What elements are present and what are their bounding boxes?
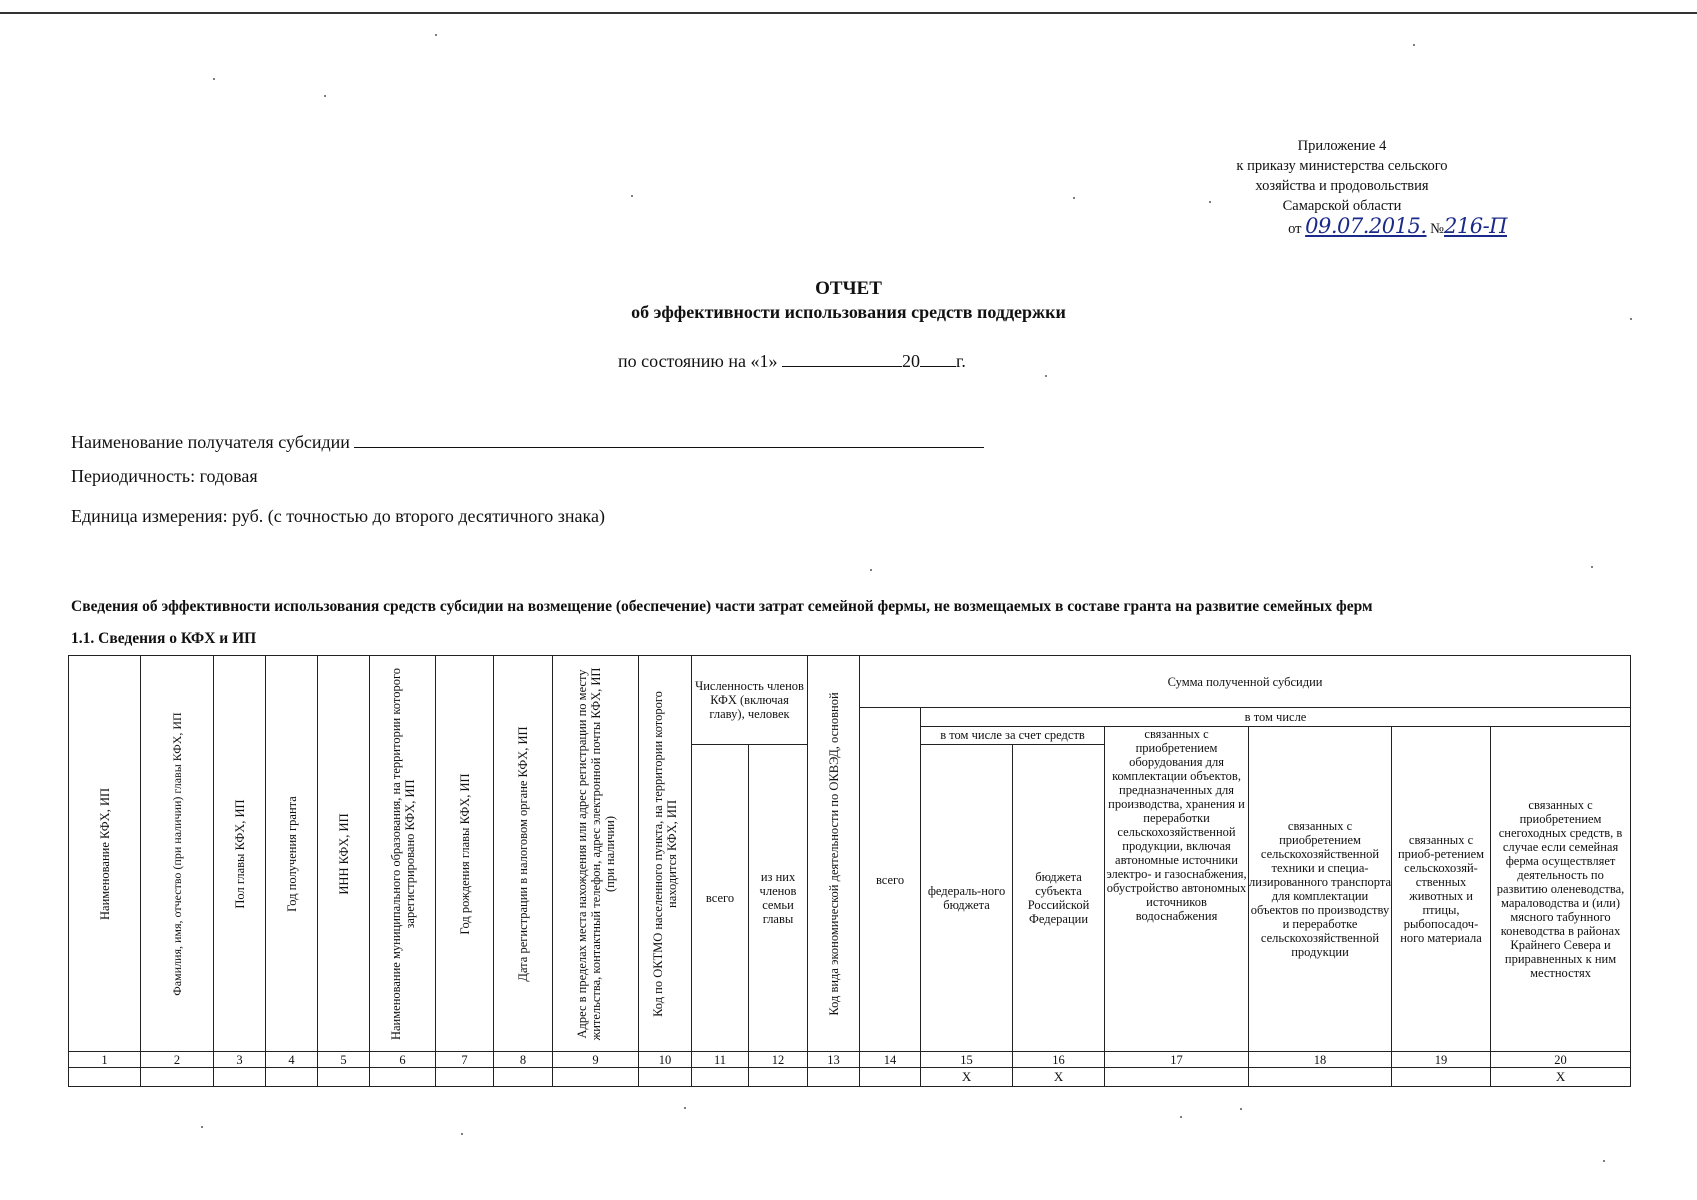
column-number: 16 (1013, 1052, 1105, 1068)
recipient-field (71, 432, 984, 453)
section-subtitle: 1.1. Сведения о КФХ и ИП (71, 630, 257, 647)
header-col18-machinery: связанных с приобретением сельскохозяйственной техники и специа-лизированного транспорта для комплектации объектов по производству и переработке сельскохозяйственной продукции (1249, 726, 1392, 1052)
data-cell[interactable] (69, 1068, 141, 1087)
header-federal-budget: федераль-ного бюджета (921, 745, 1013, 1052)
data-cell[interactable] (436, 1068, 494, 1087)
data-cell-federal: X (921, 1068, 1013, 1087)
header-head-gender: Пол главы КФХ, ИП (214, 656, 266, 1052)
data-cell[interactable] (749, 1068, 808, 1087)
report-date-month-blank[interactable] (782, 350, 902, 367)
column-number: 3 (214, 1052, 266, 1068)
periodicity-field: Периодичность: годовая (71, 466, 258, 486)
column-number: 11 (692, 1052, 749, 1068)
document-title: ОТЧЕТ (815, 278, 882, 299)
data-cell[interactable] (141, 1068, 214, 1087)
data-cell-col20: X (1491, 1068, 1631, 1087)
appendix-line-3: хозяйства и продовольствия (1255, 178, 1429, 194)
data-cell[interactable] (639, 1068, 692, 1087)
column-number: 1 (69, 1052, 141, 1068)
section-title: Сведения об эффективности использования средств субсидии на возмещение (обеспечение) части затрат семейной фермы, не возмещаемых в составе гранта на развитие семейных ферм (71, 598, 1373, 615)
scan-speck (213, 78, 215, 80)
header-address-contacts: Адрес в пределах места нахождения или адрес регистрации по месту жительства, контактный телефон, адрес электронной почты КФХ, ИП (при наличии) (553, 656, 639, 1052)
scan-speck (1209, 201, 1211, 203)
header-members-family: из них членов семьи главы (749, 745, 808, 1052)
scan-speck (435, 34, 437, 36)
data-cell[interactable] (494, 1068, 553, 1087)
header-oktmo-code: Код по ОКТМО населенного пункта, на территории которого находится КФХ, ИП (639, 656, 692, 1052)
data-cell[interactable] (1105, 1068, 1249, 1087)
column-number: 2 (141, 1052, 214, 1068)
report-date-suffix: г. (955, 351, 966, 371)
header-regional-budget: бюджета субъекта Российской Федерации (1013, 745, 1105, 1052)
data-cell[interactable] (1249, 1068, 1392, 1087)
column-number: 10 (639, 1052, 692, 1068)
scan-speck (1045, 375, 1047, 377)
appendix-line-4: Самарской области (1282, 198, 1402, 214)
header-inn: ИНН КФХ, ИП (318, 656, 370, 1052)
handwritten-number: 216-П (1444, 214, 1507, 238)
appendix-number-prefix: № (1430, 221, 1444, 237)
column-number: 8 (494, 1052, 553, 1068)
column-number: 17 (1105, 1052, 1249, 1068)
header-members-count: Численность членов КФХ (включая главу), человек (692, 656, 808, 745)
header-grant-year: Год получения гранта (266, 656, 318, 1052)
header-head-fullname: Фамилия, имя, отчество (при наличии) главы КФХ, ИП (141, 656, 214, 1052)
scan-speck (1073, 197, 1075, 199)
report-date-line (618, 350, 966, 372)
scan-speck (1240, 1108, 1242, 1110)
header-okved-code: Код вида экономической деятельности по ОКВЭД, основной (808, 656, 860, 1052)
appendix-block (1177, 136, 1507, 239)
header-col19-animals: связанных с приоб-ретением сельскохозяй-ственных животных и птицы, рыбопосадоч-ного материала (1392, 726, 1491, 1052)
header-subsidy-total: всего (860, 708, 921, 1052)
data-cell[interactable] (370, 1068, 436, 1087)
document-subtitle: об эффективности использования средств поддержки (631, 302, 1066, 322)
header-subsidy-sum: Сумма полученной субсидии (860, 656, 1631, 708)
header-tax-registration-date: Дата регистрации в налоговом органе КФХ, ИП (494, 656, 553, 1052)
header-col20-snowmobiles: связанных с приобретением снегоходных средств, в случае если семейная ферма осуществляет деятельность по развитию оленеводства, мараловодства и (или) мясного табунного коневодства в районах Крайнего Севера и приравненных к ним местностях (1491, 726, 1631, 1052)
column-number: 5 (318, 1052, 370, 1068)
scan-speck (461, 1133, 463, 1135)
scan-speck (1603, 1160, 1605, 1162)
header-col17-equipment: связанных с приобретением оборудования для комплектации объектов, предназначенных для производства, хранения и переработки сельскохозяйственной продукции, включая автономные источники электро- и газоснабжения, обустройство автономных источников водоснабжения (1105, 726, 1249, 1052)
data-cell[interactable] (266, 1068, 318, 1087)
data-row (69, 1068, 1631, 1087)
appendix-date-prefix: от (1288, 221, 1302, 237)
scan-speck (1180, 1116, 1182, 1118)
column-number: 15 (921, 1052, 1013, 1068)
recipient-label: Наименование получателя субсидии (71, 432, 350, 452)
column-number: 9 (553, 1052, 639, 1068)
data-cell[interactable] (692, 1068, 749, 1087)
scan-speck (631, 195, 633, 197)
header-municipality: Наименование муниципального образования, на территории которого зарегистрировано КФХ, ИП (370, 656, 436, 1052)
column-number: 4 (266, 1052, 318, 1068)
unit-field: Единица измерения: руб. (с точностью до второго десятичного знака) (71, 506, 605, 526)
column-number-row (69, 1052, 1631, 1068)
column-number: 7 (436, 1052, 494, 1068)
header-including-sources: в том числе за счет средств (921, 726, 1105, 745)
data-cell[interactable] (860, 1068, 921, 1087)
scan-speck (870, 569, 872, 571)
kfh-report-table (68, 655, 1631, 1087)
data-cell-regional: X (1013, 1068, 1105, 1087)
header-members-total: всего (692, 745, 749, 1052)
column-number: 19 (1392, 1052, 1491, 1068)
recipient-input-line[interactable] (354, 433, 984, 448)
top-border-line (0, 12, 1697, 14)
header-including: в том числе (921, 708, 1631, 727)
scan-speck (324, 95, 326, 97)
header-head-birth-year: Год рождения главы КФХ, ИП (436, 656, 494, 1052)
appendix-line-2: к приказу министерства сельского (1236, 158, 1448, 174)
column-number: 12 (749, 1052, 808, 1068)
header-kfh-name: Наименование КФХ, ИП (69, 656, 141, 1052)
appendix-date-number (1177, 216, 1507, 239)
report-date-year-blank[interactable] (920, 350, 956, 367)
column-number: 6 (370, 1052, 436, 1068)
report-date-prefix: по состоянию на «1» (618, 351, 778, 371)
data-cell[interactable] (1392, 1068, 1491, 1087)
scan-speck (1591, 566, 1593, 568)
column-number: 20 (1491, 1052, 1631, 1068)
scan-speck (684, 1107, 686, 1109)
column-number: 18 (1249, 1052, 1392, 1068)
column-number: 14 (860, 1052, 921, 1068)
scan-speck (201, 1126, 203, 1128)
data-cell[interactable] (553, 1068, 639, 1087)
data-cell[interactable] (214, 1068, 266, 1087)
scan-speck (1413, 44, 1415, 46)
appendix-line-1: Приложение 4 (1297, 138, 1387, 154)
data-cell[interactable] (808, 1068, 860, 1087)
scan-speck (1630, 318, 1632, 320)
data-cell[interactable] (318, 1068, 370, 1087)
column-number: 13 (808, 1052, 860, 1068)
report-date-year: 20 (901, 351, 920, 371)
handwritten-date: 09.07.2015. (1305, 214, 1427, 238)
